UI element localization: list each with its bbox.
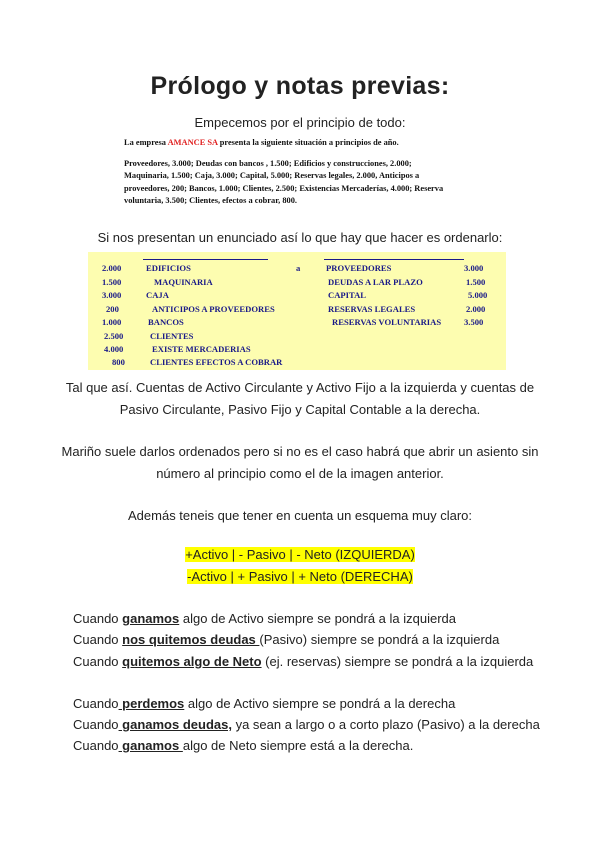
rule-post: (Pasivo) siempre se pondrá a la izquierda xyxy=(259,632,500,647)
rule-left-1 xyxy=(73,611,456,626)
ledger-left-account: BANCOS xyxy=(148,317,184,327)
ledger-right-amount: 2.000 xyxy=(466,304,486,314)
ordering-note: Si nos presentan un enunciado así lo que hay que hacer es ordenarlo: xyxy=(97,230,503,245)
ledger-right-amount: 5.000 xyxy=(468,290,488,300)
ledger-right-amount: 3.000 xyxy=(464,263,484,273)
scheme-right-highlight: -Activo | + Pasivo | + Neto (DERECHA) xyxy=(187,569,413,584)
rule-pre: Cuando xyxy=(73,632,123,647)
ledger-right-amount: 3.500 xyxy=(464,317,484,327)
scheme-right-line xyxy=(0,569,600,584)
statement-image xyxy=(124,137,484,208)
ledger-left-amount: 1.500 xyxy=(102,277,122,287)
journal-entry-image xyxy=(88,252,506,370)
ledger-left-account: CLIENTES xyxy=(150,331,194,341)
ledger-left-amount: 800 xyxy=(112,357,125,367)
ledger-left-amount: 3.000 xyxy=(102,290,122,300)
ledger-left-account: ANTICIPOS A PROVEEDORES xyxy=(152,304,275,314)
ledger-rule-right xyxy=(324,259,464,260)
ledger-separator: a xyxy=(296,263,301,273)
ledger-right-account: PROVEEDORES xyxy=(326,263,392,273)
intro-text: Empecemos por el principio de todo: xyxy=(194,115,406,130)
rule-right-2 xyxy=(73,717,540,732)
ledger-left-account: MAQUINARIA xyxy=(154,277,213,287)
ledger-left-amount: 4.000 xyxy=(104,344,124,354)
paragraph-marino xyxy=(60,441,540,485)
rule-post: algo de Activo siempre se pondrá a la izquierda xyxy=(179,611,457,626)
rule-left-3 xyxy=(73,654,533,669)
scheme-left-highlight: +Activo | - Pasivo | - Neto (IZQUIERDA) xyxy=(185,547,415,562)
rule-post: (ej. reservas) siempre se pondrá a la izquierda xyxy=(261,654,534,669)
rule-post: ya sean a largo o a corto plazo (Pasivo) a la derecha xyxy=(231,717,540,732)
ledger-left-account: EXISTE MERCADERIAS xyxy=(152,344,251,354)
rule-keyword: ganamos xyxy=(118,738,183,753)
rule-post: algo de Activo siempre se pondrá a la derecha xyxy=(184,696,456,711)
ledger-left-amount: 1.000 xyxy=(102,317,122,327)
rule-pre: Cuando xyxy=(73,611,123,626)
rule-right-1 xyxy=(73,696,455,711)
scheme-left-line xyxy=(0,547,600,562)
rule-keyword: ganamos deudas, xyxy=(118,717,232,732)
rule-pre: Cuando xyxy=(73,696,119,711)
paragraph-line: Mariño suele darlos ordenados pero si no es el caso habrá que abrir un asiento sin xyxy=(61,444,539,459)
ledger-left-amount: 2.500 xyxy=(104,331,124,341)
rule-keyword: nos quitemos deudas xyxy=(122,632,260,647)
statement-line: proveedores, 200; Bancos, 1.000; Clientes, 2.500; Existencias Mercaderías, 4.000; Reserva xyxy=(124,183,444,193)
ledger-left-amount: 200 xyxy=(106,304,119,314)
statement-line: Proveedores, 3.000; Deudas con bancos , 1.500; Edificios y construcciones, 2.000; xyxy=(124,158,412,168)
ledger-right-account: DEUDAS A LAR PLAZO xyxy=(328,277,423,287)
statement-line: voluntaria, 3.500; Clientes, efectos a cobrar, 800. xyxy=(124,196,297,205)
statement-intro-b: presenta la siguiente situación a principios de año. xyxy=(219,138,399,147)
rule-pre: Cuando xyxy=(73,654,123,669)
rule-pre: Cuando xyxy=(73,738,119,753)
ledger-right-amount: 1.500 xyxy=(466,277,486,287)
rule-keyword: perdemos xyxy=(118,696,185,711)
paragraph-line: Tal que así. Cuentas de Activo Circulante y Activo Fijo a la izquierda y cuentas de xyxy=(65,380,535,395)
scheme-intro: Además teneis que tener en cuenta un esquema muy claro: xyxy=(128,508,472,523)
ledger-left-amount: 2.000 xyxy=(102,263,122,273)
rule-keyword: ganamos xyxy=(122,611,180,626)
rule-left-2 xyxy=(73,632,499,647)
ledger-right-account: CAPITAL xyxy=(328,290,367,300)
statement-intro-a: La empresa xyxy=(124,138,166,147)
page-title: Prólogo y notas previas: xyxy=(150,72,450,100)
ledger-left-account: CLIENTES EFECTOS A COBRAR xyxy=(150,357,283,367)
company-name: AMANCE SA xyxy=(167,138,218,147)
statement-line: Maquinaria, 1.500; Caja, 3.000; Capital, 5.000; Reservas legales, 2.000, Anticipos a xyxy=(124,171,420,180)
rule-right-3 xyxy=(73,738,413,753)
rule-pre: Cuando xyxy=(73,717,119,732)
ledger-left-account: EDIFICIOS xyxy=(146,263,191,273)
ledger-right-account: RESERVAS VOLUNTARIAS xyxy=(332,317,442,327)
statement-intro xyxy=(124,137,484,150)
paragraph-line: número al principio como el de la imagen anterior. xyxy=(156,466,444,481)
paragraph-accounts xyxy=(60,377,540,421)
ledger-rule-left xyxy=(143,259,268,260)
ledger-right-account: RESERVAS LEGALES xyxy=(328,304,416,314)
ledger-left-account: CAJA xyxy=(146,290,169,300)
rule-keyword: quitemos algo de Neto xyxy=(122,654,262,669)
paragraph-line: Pasivo Circulante, Pasivo Fijo y Capital Contable a la derecha. xyxy=(119,402,481,417)
rule-post: algo de Neto siempre está a la derecha. xyxy=(182,738,414,753)
